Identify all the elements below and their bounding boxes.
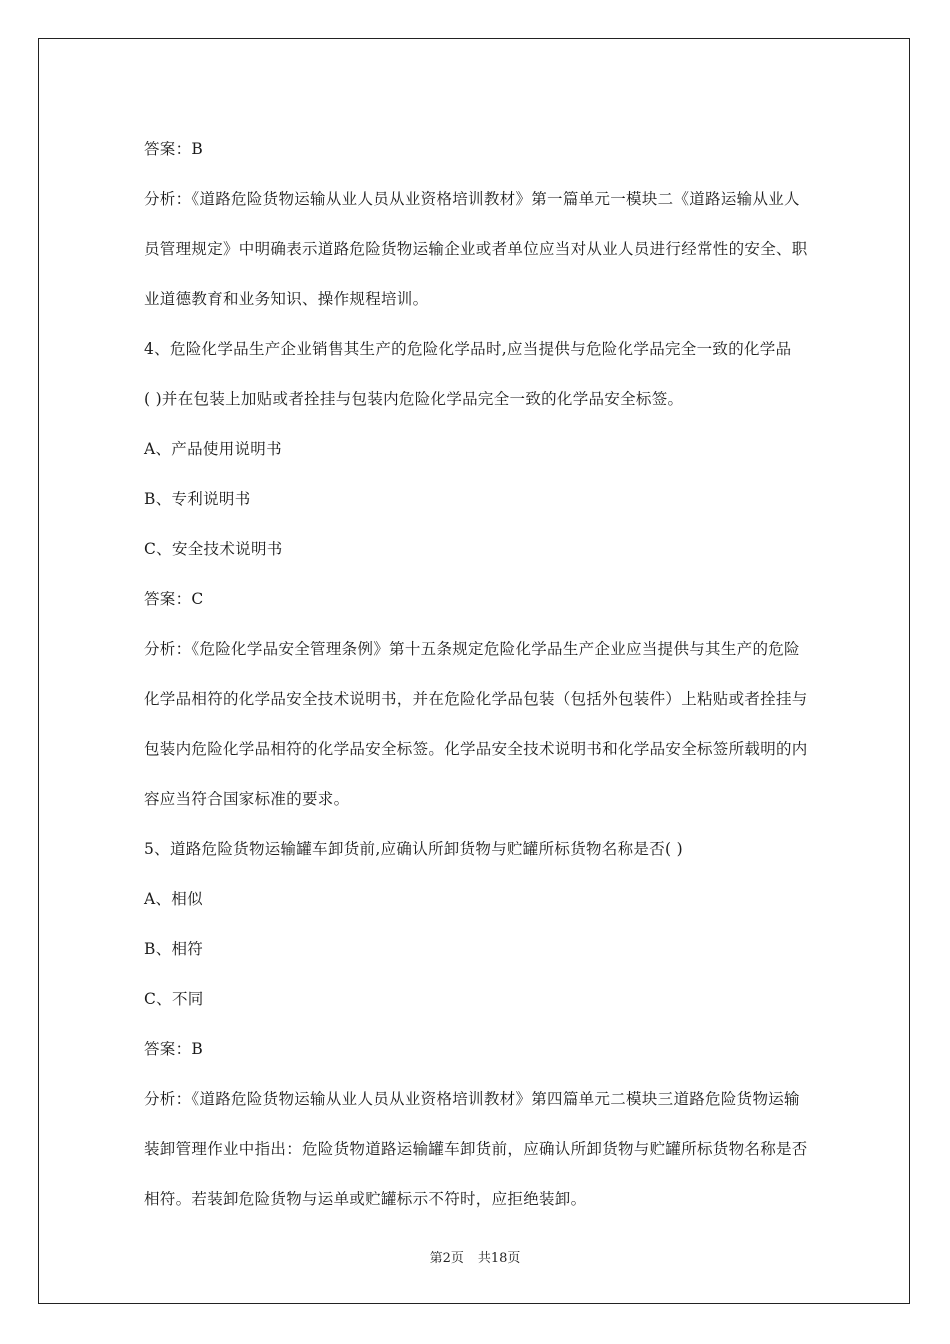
analysis-paragraph-line: 分析：《道路危险货物运输从业人员从业资格培训教材》第一篇单元一模块二《道路运输从业人 xyxy=(144,190,800,208)
page-number: 第2页 xyxy=(429,1251,464,1266)
answer-line: 答案：B xyxy=(144,1040,204,1058)
question-4-line: 4、危险化学品生产企业销售其生产的危险化学品时,应当提供与危险化学品完全一致的化学品 xyxy=(144,340,792,358)
analysis-paragraph-line: 装卸管理作业中指出：危险货物道路运输罐车卸货前，应确认所卸货物与贮罐所标货物名称是否 xyxy=(144,1140,808,1158)
analysis-paragraph-line: 化学品相符的化学品安全技术说明书，并在危险化学品包装（包括外包装件）上粘贴或者拴挂与 xyxy=(144,690,808,708)
analysis-paragraph-line: 分析：《道路危险货物运输从业人员从业资格培训教材》第四篇单元二模块三道路危险货物运输 xyxy=(144,1090,800,1108)
option-a: A、相似 xyxy=(144,890,203,908)
analysis-paragraph-line: 容应当符合国家标准的要求。 xyxy=(144,790,350,808)
analysis-paragraph-line: 员管理规定》中明确表示道路危险货物运输企业或者单位应当对从业人员进行经常性的安全、职 xyxy=(144,240,808,258)
analysis-paragraph-line: 包装内危险化学品相符的化学品安全标签。化学品安全技术说明书和化学品安全标签所载明的内 xyxy=(144,740,808,758)
option-c: C、不同 xyxy=(144,990,204,1008)
question-4-line: ( )并在包装上加贴或者拴挂与包装内危险化学品完全一致的化学品安全标签。 xyxy=(144,390,684,408)
analysis-paragraph-line: 分析：《危险化学品安全管理条例》第十五条规定危险化学品生产企业应当提供与其生产的危险 xyxy=(144,640,800,658)
analysis-paragraph-line: 相符。若装卸危险货物与运单或贮罐标示不符时，应拒绝装卸。 xyxy=(144,1190,587,1208)
document-body xyxy=(144,124,810,1224)
question-5-line: 5、道路危险货物运输罐车卸货前,应确认所卸货物与贮罐所标货物名称是否( ) xyxy=(144,840,683,858)
answer-line: 答案：B xyxy=(144,140,204,158)
answer-line: 答案：C xyxy=(144,590,204,608)
page-total: 共18页 xyxy=(477,1251,521,1266)
option-c: C、安全技术说明书 xyxy=(144,540,283,558)
option-b: B、相符 xyxy=(144,940,204,958)
option-a: A、产品使用说明书 xyxy=(144,440,282,458)
analysis-paragraph-line: 业道德教育和业务知识、操作规程培训。 xyxy=(144,290,429,308)
page-footer xyxy=(0,1247,950,1266)
option-b: B、专利说明书 xyxy=(144,490,251,508)
